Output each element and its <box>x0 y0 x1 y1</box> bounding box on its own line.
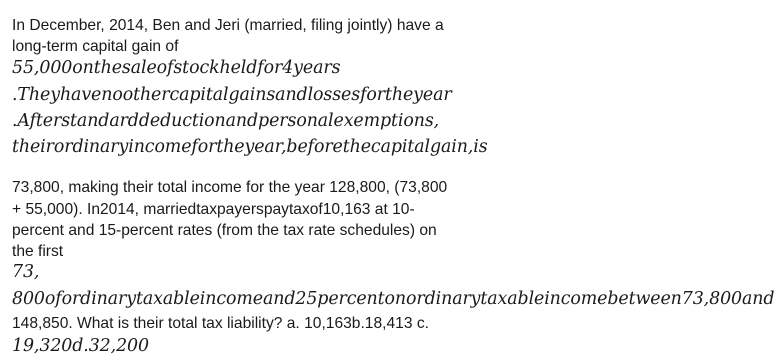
question-text <box>12 13 774 359</box>
question-line-13: 148,850. What is their total tax liability? a. 10,163b.18,413 c. <box>12 315 429 332</box>
question-line-12: 800ofordinarytaxableincomeand25percentonordinarytaxableincomebetween73,800and <box>12 289 774 309</box>
question-line-11: 73, <box>12 262 40 282</box>
question-line-6: theirordinaryincomefortheyear,beforethecapitalgain,is <box>12 137 488 157</box>
question-line-9: percent and 15-percent rates (from the tax rate schedules) on <box>12 222 437 239</box>
question-line-5: .Afterstandarddeductionandpersonalexemptions, <box>12 111 440 131</box>
question-line-14: 19,320d.32,200 <box>12 336 149 356</box>
question-line-3: 55,000onthesaleofstockheldfor4years <box>12 58 341 78</box>
question-line-7: 73,800, making their total income for the year 128,800, (73,800 <box>12 179 448 196</box>
question-line-4: .Theyhavenoothercapitalgainsandlossesfortheyear <box>12 85 452 105</box>
question-line-10: the first <box>12 243 64 260</box>
question-line-2: long-term capital gain of <box>12 38 179 55</box>
question-line-8: + 55,000). In2014, marriedtaxpayerspaytaxof10,163 at 10- <box>12 201 415 218</box>
question-line-1: In December, 2014, Ben and Jeri (married, filing jointly) have a <box>12 17 444 34</box>
